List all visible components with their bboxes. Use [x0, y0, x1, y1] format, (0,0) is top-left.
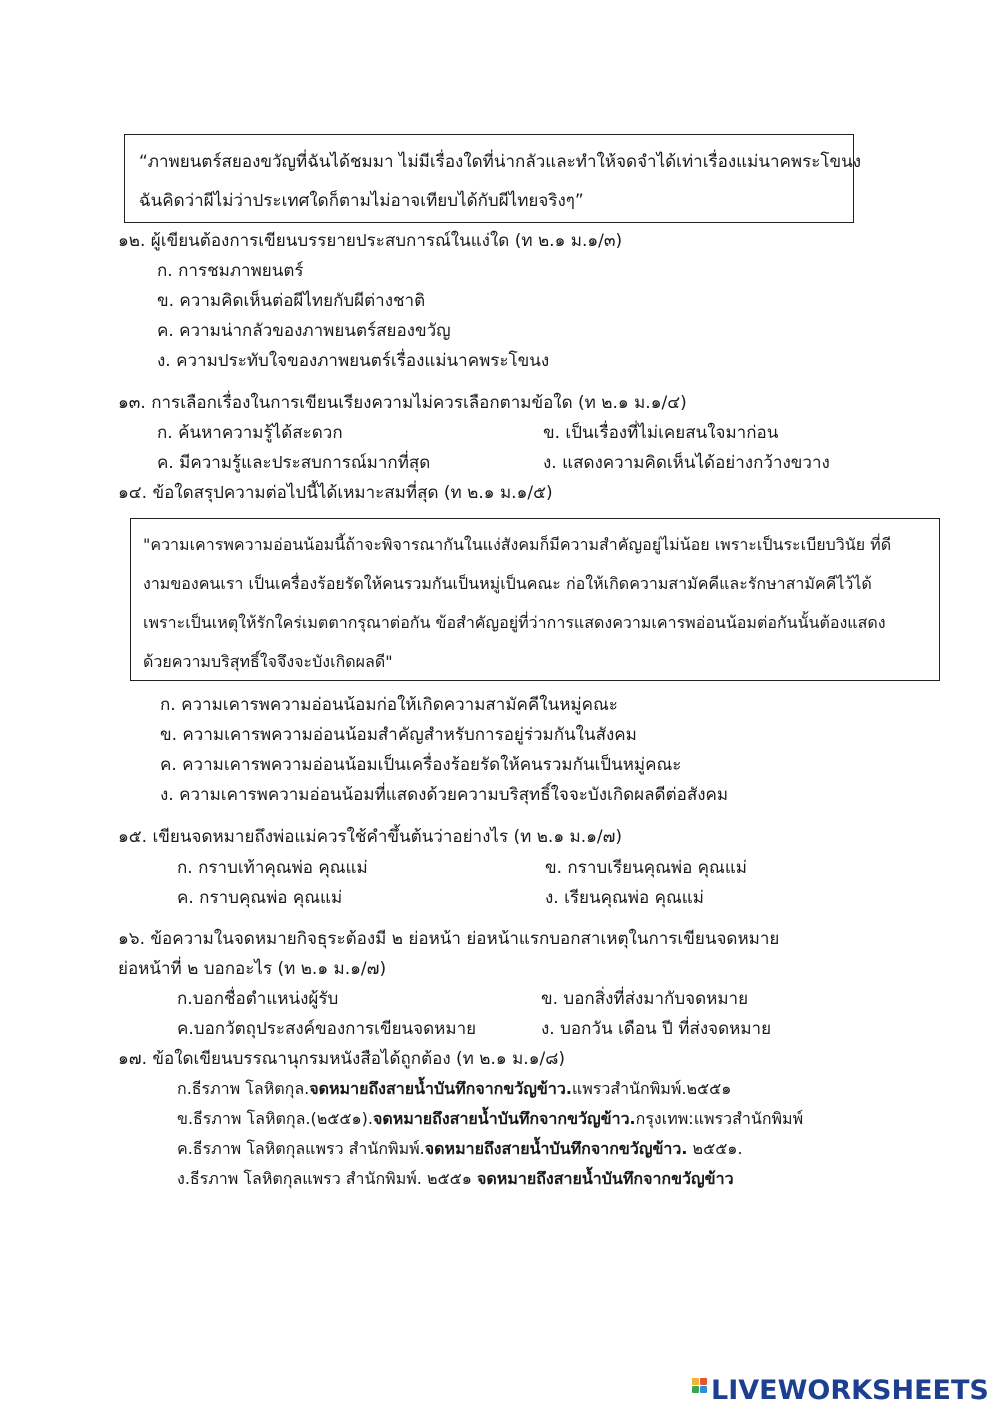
passage-line: ฉันคิดว่าผีไม่ว่าประเทศใดก็ตามไม่อาจเทียบได้กับผีไทยจริงๆ”	[139, 191, 584, 211]
q17-option-a[interactable]	[177, 1078, 731, 1100]
citation-text: ก.ธีรภาพ โลหิตกุล.	[177, 1079, 310, 1098]
q15-option-c[interactable]: ค. กราบคุณพ่อ คุณแม่	[177, 888, 343, 908]
q16-option-c[interactable]: ค.บอกวัตถุประสงค์ของการเขียนจดหมาย	[177, 1019, 477, 1039]
question-15: ๑๕. เขียนจดหมายถึงพ่อแม่ควรใช้คำขึ้นต้นว่าอย่างไร (ท ๒.๑ ม.๑/๗)	[118, 827, 623, 847]
citation-text: แพรวสำนักพิมพ์.๒๕๕๑	[571, 1079, 732, 1098]
passage-line: เพราะเป็นเหตุให้รักใคร่เมตตากรุณาต่อกัน ข้อสำคัญอยู่ที่ว่าการแสดงความเคารพอ่อนน้อมต่อกันนั้นต้องแสดง	[143, 613, 886, 632]
question-16-line-1: ๑๖. ข้อความในจดหมายกิจธุระต้องมี ๒ ย่อหน้า ย่อหน้าแรกบอกสาเหตุในการเขียนจดหมาย	[118, 929, 780, 949]
q17-option-c[interactable]	[177, 1138, 743, 1160]
passage-box-2	[130, 518, 940, 681]
q12-option-d[interactable]: ง. ความประทับใจของภาพยนตร์เรื่องแม่นาคพระโขนง	[157, 351, 550, 371]
q13-option-d[interactable]: ง. แสดงความคิดเห็นได้อย่างกว้างขวาง	[543, 453, 830, 473]
q17-option-d[interactable]	[177, 1168, 734, 1190]
citation-text: ข.ธีรภาพ โลหิตกุล.(๒๕๕๑).	[177, 1109, 373, 1128]
passage-line: งามของคนเรา เป็นเครื่องร้อยรัดให้คนรวมกันเป็นหมู่เป็นคณะ ก่อให้เกิดความสามัคคีและรักษาสามัคคีไว้ได้	[143, 574, 872, 593]
q15-option-a[interactable]: ก. กราบเท้าคุณพ่อ คุณแม่	[177, 858, 368, 878]
logo-square-icon	[700, 1378, 707, 1385]
q14-option-a[interactable]: ก. ความเคารพความอ่อนน้อมก่อให้เกิดความสามัคคีในหมู่คณะ	[160, 695, 618, 715]
logo-square-icon	[692, 1386, 699, 1393]
q13-option-b[interactable]: ข. เป็นเรื่องที่ไม่เคยสนใจมาก่อน	[543, 423, 779, 443]
citation-text: ค.ธีรภาพ โลหิตกุลแพรว สำนักพิมพ์.	[177, 1139, 425, 1158]
q14-option-d[interactable]: ง. ความเคารพความอ่อนน้อมที่แสดงด้วยความบริสุทธิ์ใจจะบังเกิดผลดีต่อสังคม	[160, 785, 729, 805]
citation-text: ง.ธีรภาพ โลหิตกุลแพรว สำนักพิมพ์. ๒๕๕๑	[177, 1169, 477, 1188]
question-16-line-2: ย่อหน้าที่ ๒ บอกอะไร (ท ๒.๑ ม.๑/๗)	[118, 959, 387, 979]
passage-line: ด้วยความบริสุทธิ์ใจจึงจะบังเกิดผลดี"	[143, 652, 393, 671]
q15-option-d[interactable]: ง. เรียนคุณพ่อ คุณแม่	[545, 888, 704, 908]
q15-option-b[interactable]: ข. กราบเรียนคุณพ่อ คุณแม่	[545, 858, 747, 878]
citation-title: จดหมายถึงสายน้ำบันทึกจากขวัญข้าว.	[309, 1079, 572, 1098]
q13-option-a[interactable]: ก. ค้นหาความรู้ได้สะดวก	[157, 423, 343, 443]
citation-text: กรุงเทพ:แพรวสำนักพิมพ์	[635, 1109, 804, 1128]
passage-line: "ความเคารพความอ่อนน้อมนี้ถ้าจะพิจารณากันในแง่สังคมก็มีความสำคัญอยู่ไม่น้อย เพราะเป็นระเบียบวินัย ที่ดี	[143, 535, 892, 554]
passage-line: “ภาพยนตร์สยองขวัญที่ฉันได้ชมมา ไม่มีเรื่องใดที่น่ากลัวและทำให้จดจำได้เท่าเรื่องแม่นาคพระโขนง	[139, 152, 862, 172]
question-17: ๑๗. ข้อใดเขียนบรรณานุกรมหนังสือได้ถูกต้อง (ท ๒.๑ ม.๑/๘)	[118, 1049, 565, 1069]
logo-mark-icon	[692, 1378, 708, 1402]
q16-option-d[interactable]: ง. บอกวัน เดือน ปี ที่ส่งจดหมาย	[541, 1019, 772, 1039]
question-14: ๑๔. ข้อใดสรุปความต่อไปนี้ได้เหมาะสมที่สุด (ท ๒.๑ ม.๑/๕)	[118, 483, 553, 503]
q16-option-a[interactable]: ก.บอกชื่อตำแหน่งผู้รับ	[177, 989, 339, 1009]
q14-option-b[interactable]: ข. ความเคารพความอ่อนน้อมสำคัญสำหรับการอยู่ร่วมกันในสังคม	[160, 725, 637, 745]
q16-option-b[interactable]: ข. บอกสิ่งที่ส่งมากับจดหมาย	[541, 989, 749, 1009]
q17-option-b[interactable]	[177, 1108, 803, 1130]
logo-square-icon	[692, 1378, 699, 1385]
passage-box-1	[124, 134, 862, 223]
q12-option-a[interactable]: ก. การชมภาพยนตร์	[157, 261, 304, 281]
q14-option-c[interactable]: ค. ความเคารพความอ่อนน้อมเป็นเครื่องร้อยรัดให้คนรวมกันเป็นหมู่คณะ	[160, 755, 682, 775]
question-12: ๑๒. ผู้เขียนต้องการเขียนบรรยายประสบการณ์ในแง่ใด (ท ๒.๑ ม.๑/๓)	[118, 231, 623, 251]
liveworksheets-logo[interactable]	[692, 1374, 989, 1406]
logo-text: LIVEWORKSHEETS	[711, 1374, 989, 1406]
logo-square-icon	[700, 1386, 707, 1393]
question-13: ๑๓. การเลือกเรื่องในการเขียนเรียงความไม่ควรเลือกตามข้อใด (ท ๒.๑ ม.๑/๔)	[118, 393, 687, 413]
q12-option-c[interactable]: ค. ความน่ากลัวของภาพยนตร์สยองขวัญ	[157, 321, 451, 341]
q12-option-b[interactable]: ข. ความคิดเห็นต่อผีไทยกับผีต่างชาติ	[157, 291, 426, 311]
citation-title: จดหมายถึงสายน้ำบันทึกจากขวัญข้าว	[476, 1169, 734, 1188]
citation-title: จดหมายถึงสายน้ำบันทึกจากขวัญข้าว.	[372, 1109, 636, 1128]
q13-option-c[interactable]: ค. มีความรู้และประสบการณ์มากที่สุด	[157, 453, 431, 473]
citation-text: ๒๕๕๑.	[687, 1139, 743, 1158]
citation-title: จดหมายถึงสายน้ำบันทึกจากขวัญข้าว.	[424, 1139, 688, 1158]
